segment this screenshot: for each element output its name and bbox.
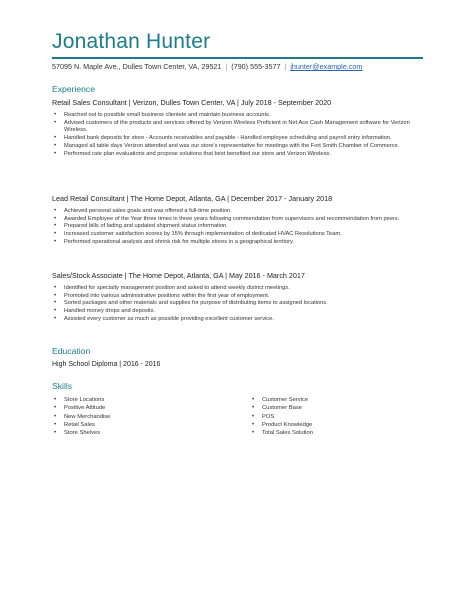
skill-item: • Product Knowledge: [250, 421, 313, 429]
job-3-bullets: [52, 285, 414, 324]
education-entry: High School Diploma | 2016 - 2016: [52, 361, 161, 368]
skill-item: • Positive Attitude: [52, 404, 110, 412]
skill-item: • New Merchandise: [52, 413, 110, 421]
skill-item: • Customer Base: [250, 404, 313, 412]
education-heading: Education: [52, 346, 91, 356]
skill-item: • Retail Sales: [52, 421, 110, 429]
skill-item: • Customer Service: [250, 396, 313, 404]
list-item: • Assisted every customer as much as possible providing excellent customer service.: [52, 316, 414, 324]
job-2-bullets: [52, 208, 414, 247]
contact-address: 57095 N. Maple Ave., Dulles Town Center, VA, 29521: [52, 62, 222, 71]
job-1-bullets: [52, 112, 414, 158]
skill-item: • Store Shelves: [52, 429, 110, 437]
skills-left-column: [52, 396, 110, 437]
job-title-2: Lead Retail Consultant | The Home Depot, Atlanta, GA | December 2017 - January 2018: [52, 194, 333, 203]
list-item: • Performed rate plan evaluations and propose solutions that best benefited our store and Verizon Wireless.: [52, 151, 414, 159]
job-title-1: Retail Sales Consultant | Verizon, Dulles Town Center, VA | July 2018 - September 2020: [52, 98, 332, 107]
list-item: • Handled bank deposits for store - Accounts receivables and payable - Handled employee scheduling and payroll entry information.: [52, 135, 414, 143]
contact-separator: |: [225, 62, 228, 71]
job-title-3: Sales/Stock Associate | The Home Depot, Atlanta, GA | May 2016 - March 2017: [52, 271, 305, 280]
skills-right-column: [250, 396, 313, 437]
list-item: • Managed all table days Verizon attended and was our store's representative for meetings with the Fort Smith Chamber of Commerce.: [52, 143, 414, 151]
list-item: • Achieved personal sales goals and was offered a full-time position.: [52, 208, 414, 216]
contact-phone: (790) 555-3577: [231, 62, 281, 71]
list-item: • Awarded Employee of the Year three times in three years following commendation from supervisors and recommendation from peers.: [52, 216, 414, 224]
contact-line: [52, 62, 362, 71]
list-item: • Prepared bills of lading and updated shipment status information.: [52, 223, 414, 231]
skill-item: • Total Sales Solution: [250, 429, 313, 437]
list-item: • Handled money drops and deposits.: [52, 308, 414, 316]
experience-heading: Experience: [52, 84, 95, 94]
skill-item: • Store Locations: [52, 396, 110, 404]
header-divider: [52, 57, 423, 59]
list-item: • Increased customer satisfaction scores by 15% through implementation of dedicated HVAC Resolutions Team.: [52, 231, 414, 239]
list-item: • Performed operational analysis and shrink risk for multiple stores in a geographical territory.: [52, 239, 414, 247]
list-item: • Reached out to possible small business clientele and maintain business accounts.: [52, 112, 414, 120]
candidate-name: Jonathan Hunter: [52, 30, 211, 53]
contact-email-link[interactable]: jhunter@example.com: [290, 62, 363, 71]
list-item: • Advised customers of the products and services offered by Verizon Wireless Proficient in Net Ace Cash Management software for Verizon Wireless.: [52, 120, 414, 135]
list-item: • Sorted packages and other materials and supplies for purpose of distributing items to assigned locations.: [52, 300, 414, 308]
list-item: • Identified for specialty management position and asked to attend weekly district meetings.: [52, 285, 414, 293]
contact-separator: |: [284, 62, 287, 71]
skill-item: • POS: [250, 413, 313, 421]
list-item: • Promoted into various administrative positions within the first year of employment.: [52, 293, 414, 301]
skills-heading: Skills: [52, 381, 73, 391]
